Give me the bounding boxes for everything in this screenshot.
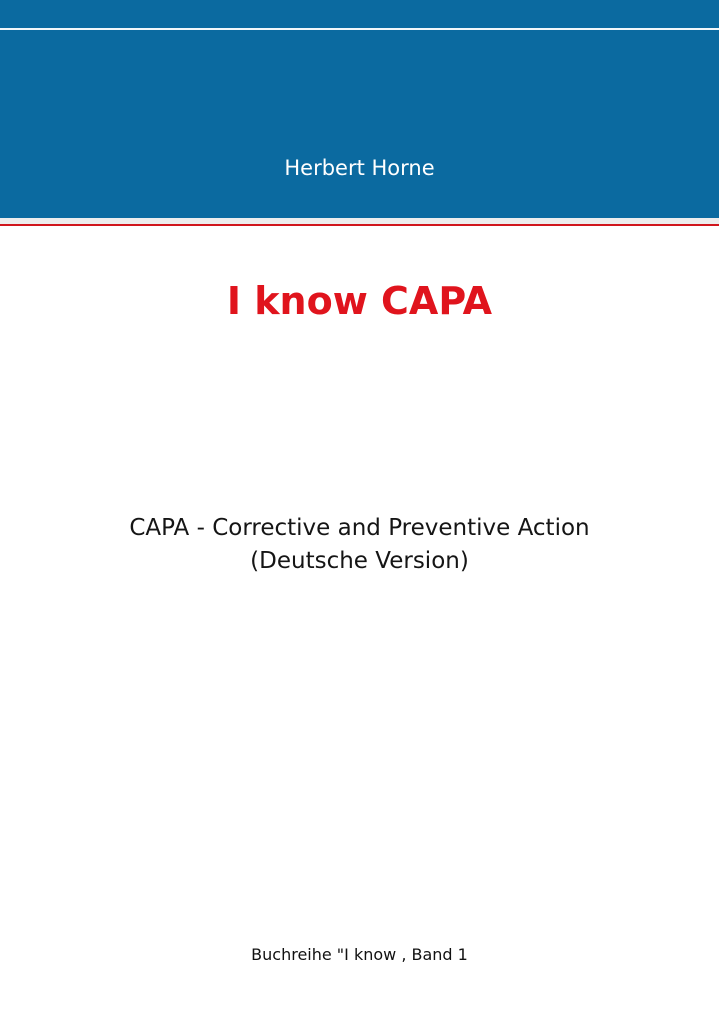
- header-top-rule: [0, 28, 719, 30]
- subtitle-line-1: CAPA - Corrective and Preventive Action: [129, 515, 590, 541]
- book-title: I know CAPA: [226, 279, 493, 323]
- book-series: Buchreihe "I know , Band 1: [251, 945, 468, 964]
- cover-header-band: [0, 0, 719, 218]
- subtitle-line-2: (Deutsche Version): [250, 548, 469, 574]
- header-red-separator: [0, 224, 719, 226]
- author-name: Herbert Horne: [284, 156, 435, 180]
- book-subtitle: [0, 512, 719, 578]
